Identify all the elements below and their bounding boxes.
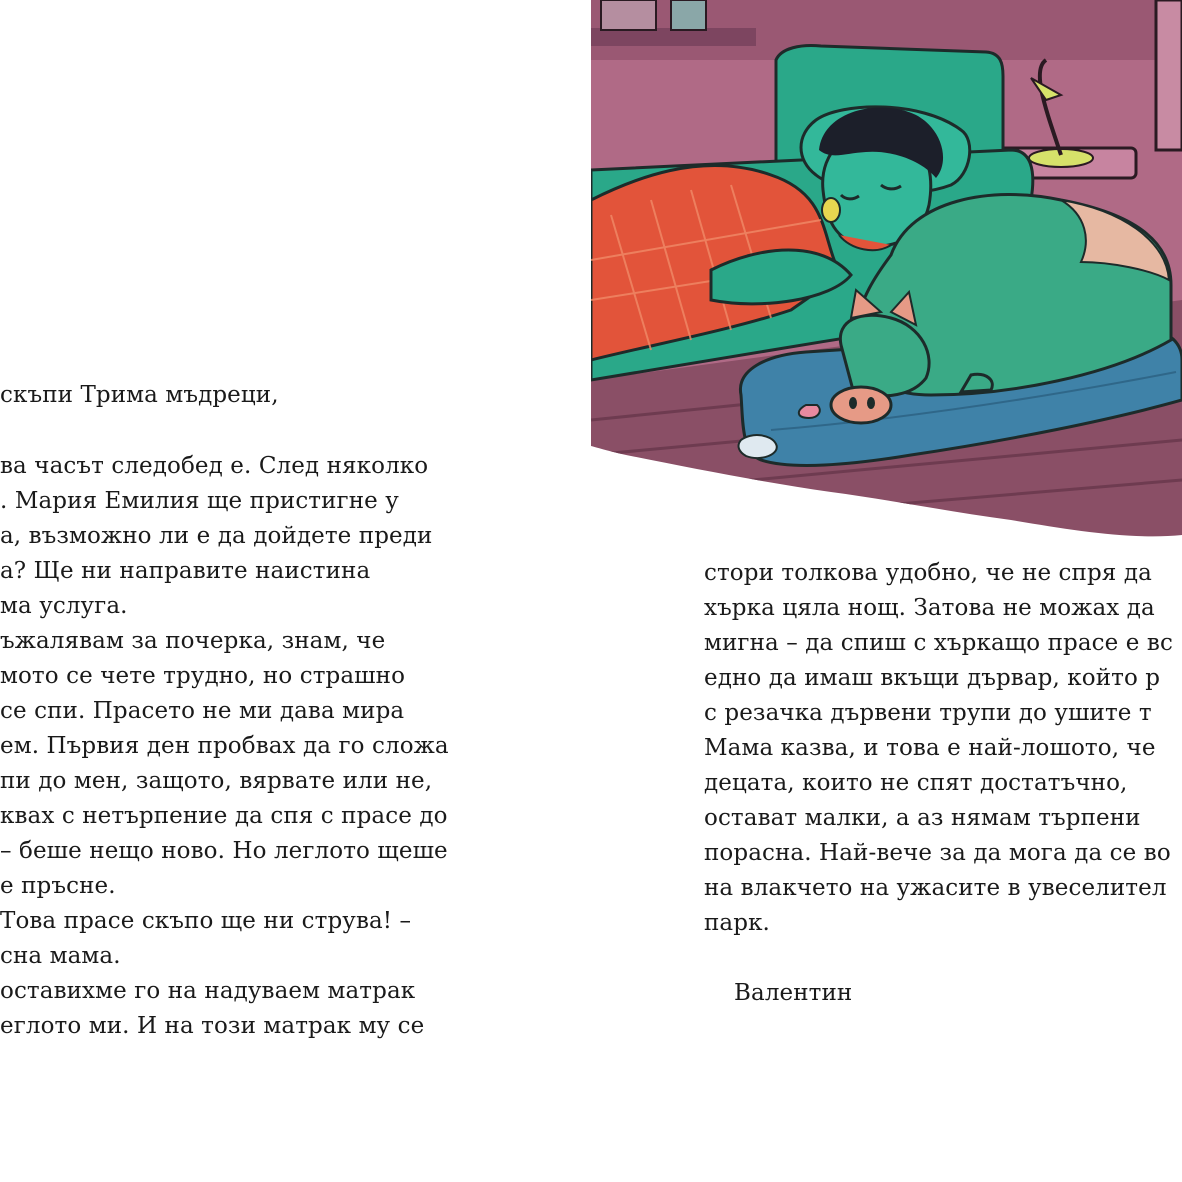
text-line: ва часът следобед е. След няколко [0, 453, 429, 479]
text-line: с резачка дървени трупи до ушите т [704, 700, 1152, 726]
text-line: стори толкова удобно, че не спря да [704, 560, 1152, 586]
text-line: Това прасе скъпо ще ни струва! – [0, 908, 412, 934]
text-line: е пръсне. [0, 873, 116, 899]
text-line: хърка цяла нощ. Затова не можах да [704, 595, 1155, 621]
text-line: оставихме го на надуваем матрак [0, 978, 416, 1004]
text-line: еглото ми. И на този матрак му се [0, 1013, 425, 1039]
text-line: порасна. Най-вече за да мога да се во [704, 840, 1171, 866]
text-line: едно да имаш вкъщи дървар, който р [704, 665, 1161, 691]
text-line: а? Ще ни направите наистина [0, 558, 371, 584]
text-line: – беше нещо ново. Но леглото щеше [0, 838, 448, 864]
text-line: мигна – да спиш с хъркащо прасе е вс [704, 630, 1173, 656]
text-line: остават малки, а аз нямам търпени [704, 805, 1141, 831]
text-line: ъжалявам за почерка, знам, че [0, 628, 386, 654]
text-line: децата, които не спят достатъчно, [704, 770, 1128, 796]
text-line: се спи. Прасето не ми дава мира [0, 698, 405, 724]
text-line: ем. Първия ден пробвах да го сложа [0, 733, 449, 759]
text-line: мото се чете трудно, но страшно [0, 663, 406, 689]
text-line: квах с нетърпение да спя с прасе до [0, 803, 448, 829]
text-line: а, възможно ли е да дойдете преди [0, 523, 433, 549]
text-line: парк. [704, 910, 770, 936]
text-line: на влакчето на ужасите в увеселител [704, 875, 1167, 901]
text-line: пи до мен, защото, вярвате или не, [0, 768, 433, 794]
right-page-text [591, 0, 1182, 1182]
text-line: Мама казва, и това е най-лошото, че [704, 735, 1156, 761]
text-line: ма услуга. [0, 593, 128, 619]
text-line: скъпи Трима мъдреци, [0, 382, 279, 408]
right-page [591, 0, 1182, 1182]
signature: Валентин [734, 980, 853, 1006]
text-line: сна мама. [0, 943, 121, 969]
text-line: . Мария Емилия ще пристигне у [0, 488, 399, 514]
